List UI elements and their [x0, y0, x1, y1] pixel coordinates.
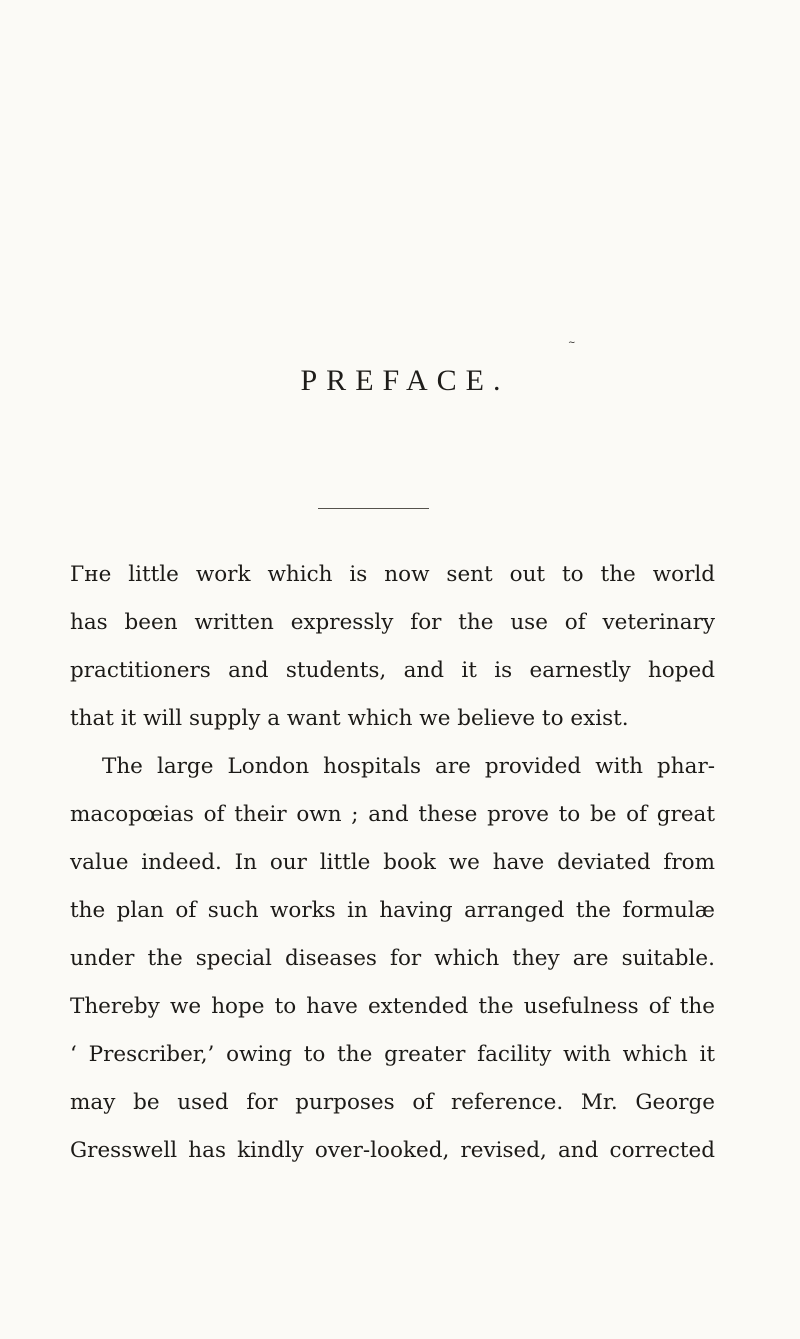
preface-heading: PREFACE.	[300, 364, 510, 397]
text-line: Thereby we hope to have extended the usefulness of the	[70, 994, 715, 1019]
text-line: has been written expressly for the use of veterinary	[70, 610, 715, 635]
text-line: Гне little work which is now sent out to the world	[70, 562, 715, 587]
text-line: Gresswell has kindly over-looked, revised, and corrected	[70, 1138, 715, 1163]
text-line: under the special diseases for which they are suitable.	[70, 946, 715, 971]
text-line: value indeed. In our little book we have deviated from	[70, 850, 715, 875]
text-line: practitioners and students, and it is earnestly hoped	[70, 658, 715, 683]
text-line: macopœias of their own ; and these prove to be of great	[70, 802, 715, 827]
ink-mark: ~	[568, 338, 575, 348]
preface-body	[70, 551, 715, 1175]
text-line: the plan of such works in having arranged the formulæ	[70, 898, 715, 923]
text-line: The large London hospitals are provided with phar-	[102, 754, 715, 779]
text-line: that it will supply a want which we believe to exist.	[70, 706, 629, 731]
text-line: may be used for purposes of reference. Mr. George	[70, 1090, 715, 1115]
heading-rule	[318, 508, 429, 509]
text-line: ‘ Prescriber,’ owing to the greater facility with which it	[70, 1042, 715, 1067]
